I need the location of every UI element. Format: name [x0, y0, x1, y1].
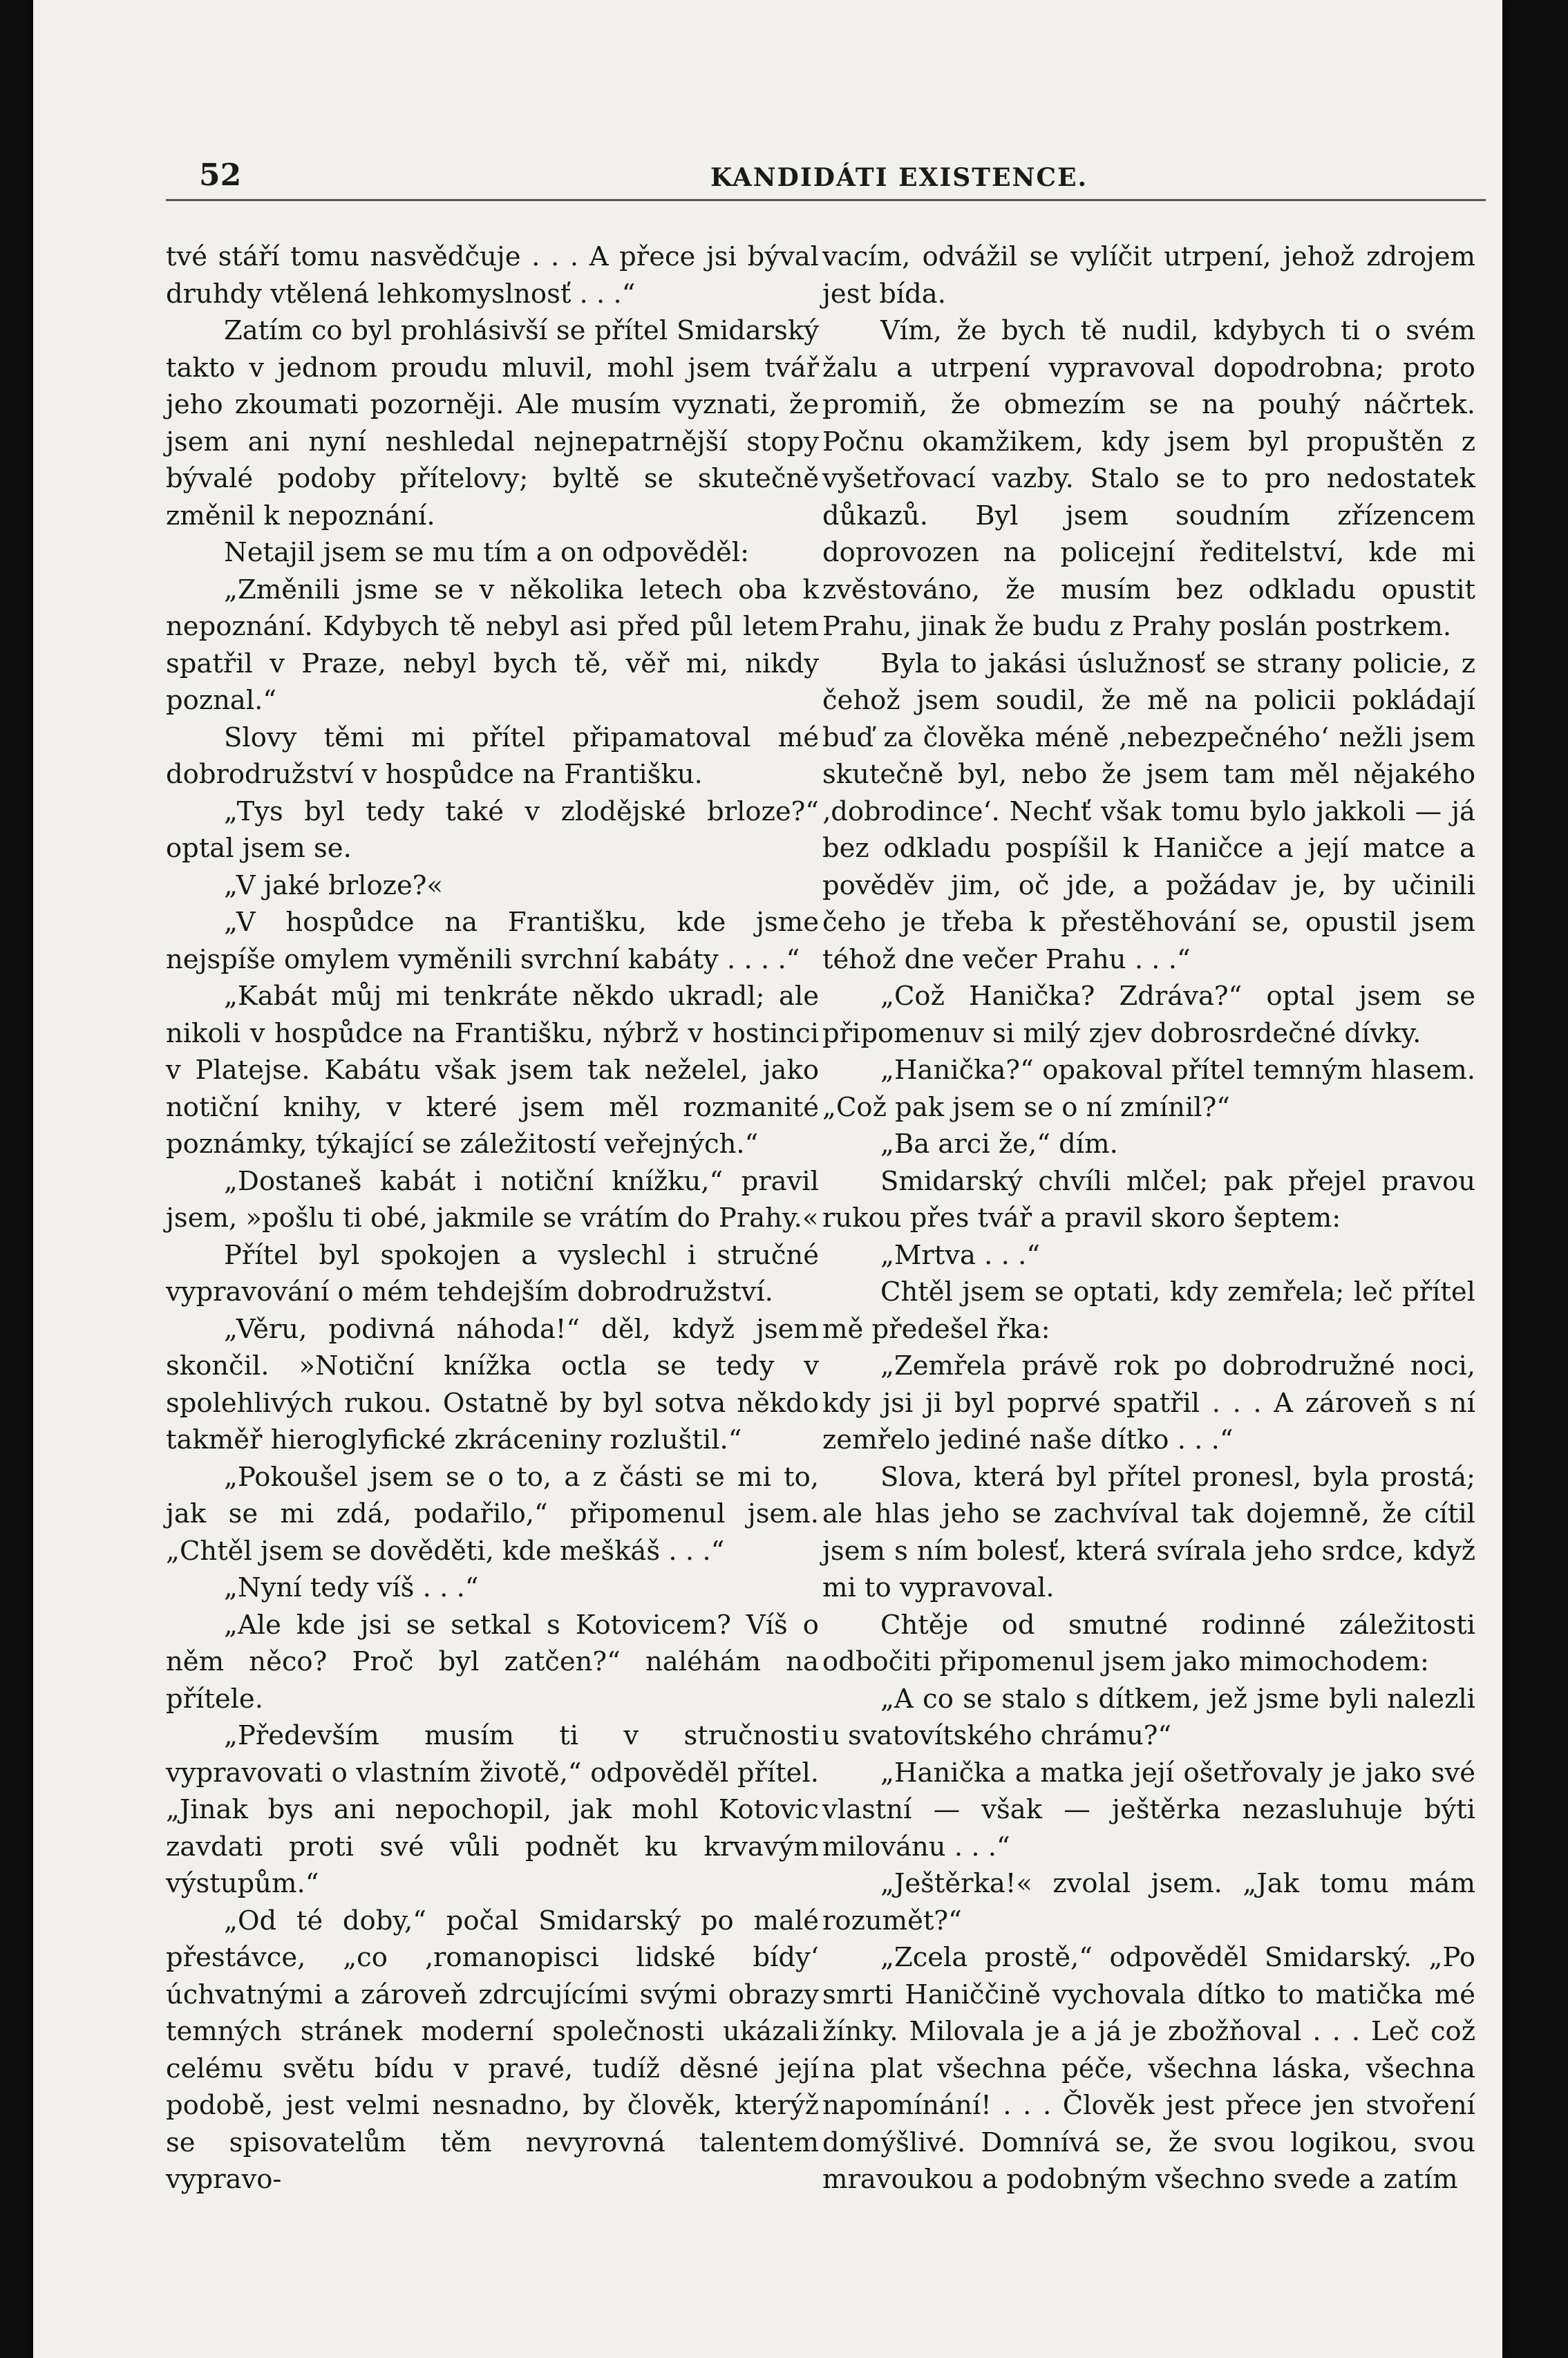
paragraph: Chtěje od smutné rodinné záležitosti odbočiti připomenul jsem jako mimochodem: — [822, 1609, 1475, 1677]
paragraph: „Ještěrka!« zvolal jsem. „Jak tomu mám rozumět?“ — [822, 1868, 1475, 1936]
paragraph: „Pokoušel jsem se o to, a z části se mi to, jak se mi zdá, podařilo,“ připomenul jsem. „Chtěl jsem se dověděti, kde meškáš . . .“ — [166, 1461, 819, 1567]
paragraph: Slovy těmi mi přítel připamatoval mé dobrodružství v hospůdce na Františku. — [166, 721, 819, 790]
paragraph: „V jaké brloze?« — [224, 869, 443, 901]
paragraph: „Zemřela právě rok po dobrodružné noci, kdy jsi ji byl poprvé spatřil . . . A zároveň s ní zemřelo jediné naše dítko . . .“ — [822, 1350, 1475, 1455]
paragraph: „Tys byl tedy také v zlodějské brloze?“ optal jsem se. — [166, 795, 819, 864]
paragraph: „Zcela prostě,“ odpověděl Smidarský. „Po smrti Haniččině vychovala dítko to matička mé žínky. Milovala je a já je zbožňoval . . . Leč což na plat všechna péče, všechna láska, všechna napomínání! . . . Člověk jest přece jen stvoření domýšlivé. Domnívá se, že svou logikou, svou mravoukou a podobným všechno svede a zatím — [822, 1942, 1475, 2195]
paragraph: „Od té doby,“ počal Smidarský po malé přestávce, „co ‚romanopisci lidské bídy‘ úchvatnými a zároveň zdrcujícími svými obrazy temných stránek moderní společnosti ukázali celému světu bídu v pravé, tudíž děsné její podobě, jest velmi nesnadno, by člověk, kterýž se spisovatelům těm nevyrovná talentem vypravo- — [166, 1905, 819, 2195]
paragraph: vacím, odvážil se vylíčit utrpení, jehož zdrojem jest bída. — [822, 241, 1475, 310]
header-rule — [166, 199, 1486, 201]
page-number: 52 — [199, 158, 242, 193]
paragraph: „Dostaneš kabát i notiční knížku,“ pravil jsem, »pošlu ti obé, jakmile se vrátím do Prahy.« — [166, 1165, 819, 1234]
paragraph: Přítel byl spokojen a vyslechl i stručné vypravování o mém tehdejším dobrodružství. — [166, 1239, 819, 1308]
paragraph: Netajil jsem se mu tím a on odpověděl: — [224, 537, 750, 568]
page-header — [199, 158, 1519, 199]
paragraph: „Nyní tedy víš . . .“ — [224, 1572, 479, 1603]
paragraph: „Především musím ti v stručnosti vypravovati o vlastním životě,“ odpověděl přítel. „Jinak bys ani nepochopil, jak mohl Kotovic zavdati proti své vůli podnět ku krvavým výstupům.“ — [166, 1720, 819, 1899]
running-title: KANDIDÁTI EXISTENCE. — [710, 163, 1088, 192]
paragraph: „V hospůdce na Františku, kde jsme nejspíše omylem vyměnili svrchní kabáty . . . .“ — [166, 907, 819, 975]
paragraph: Byla to jakási úslužnosť se strany policie, z čehož jsem soudil, že mě na policii pokládají buď za člověka méně ‚nebezpečného‘ nežli jsem skutečně byl, nebo že jsem tam měl nějakého ‚dobrodince‘. Nechť však tomu bylo jakkoli — já bez odkladu pospíšil k Haničce a její matce a pověděv jim, oč jde, a požádav je, by učinili čeho je třeba k přestěhování se, opustil jsem téhož dne večer Prahu . . .“ — [822, 648, 1475, 975]
paragraph: Zatím co byl prohlásivší se přítel Smidarský takto v jednom proudu mluvil, mohl jsem tvář jeho zkoumati pozorněji. Ale musím vyznati, že jsem ani nyní neshledal nejnepatrnější stopy bývalé podoby přítelovy; byltě se skutečně změnil k nepoznání. — [166, 315, 819, 531]
right-column — [822, 238, 1475, 2198]
paragraph: Chtěl jsem se optati, kdy zemřela; leč přítel mě předešel řka: — [822, 1276, 1475, 1345]
paragraph: „Ale kde jsi se setkal s Kotovicem? Víš o něm něco? Proč byl zatčen?“ naléhám na přítele. — [166, 1609, 819, 1715]
paragraph: „Kabát můj mi tenkráte někdo ukradl; ale nikoli v hospůdce na Františku, nýbrž v hostinci v Platejse. Kabátu však jsem tak neželel, jako notiční knihy, v které jsem měl rozmanité poznámky, týkající se záležitostí veřejných.“ — [166, 981, 819, 1160]
paragraph: tvé stáří tomu nasvědčuje . . . A přece jsi býval druhdy vtělená lehkomyslnosť . . .“ — [166, 241, 819, 310]
left-column — [166, 238, 819, 2198]
paragraph: „Mrtva . . .“ — [880, 1239, 1041, 1271]
paragraph: „A co se stalo s dítkem, jež jsme byli nalezli u svatovítského chrámu?“ — [822, 1683, 1475, 1751]
paragraph: „Hanička?“ opakoval přítel temným hlasem. „Což pak jsem se o ní zmínil?“ — [822, 1055, 1475, 1123]
paragraph: Vím, že bych tě nudil, kdybych ti o svém žalu a utrpení vypravoval dopodrobna; proto promiň, že obmezím se na pouhý náčrtek. Počnu okamžikem, kdy jsem byl propuštěn z vyšetřovací vazby. Stalo se to pro nedostatek důkazů. Byl jsem soudním zřízencem doprovozen na policejní ředitelství, kde mi zvěstováno, že musím bez odkladu opustit Prahu, jinak že budu z Prahy poslán postrkem. — [822, 315, 1475, 642]
paragraph: Slova, která byl přítel pronesl, byla prostá; ale hlas jeho se zachvíval tak dojemně, že cítil jsem s ním bolesť, která svírala jeho srdce, když mi to vypravoval. — [822, 1461, 1475, 1603]
paragraph: „Ba arci že,“ dím. — [880, 1129, 1118, 1160]
paragraph: „Hanička a matka její ošetřovaly je jako své vlastní — však — ještěrka nezasluhuje býti milovánu . . .“ — [822, 1757, 1475, 1862]
paragraph: „Věru, podivná náhoda!“ děl, když jsem skončil. »Notiční knížka octla se tedy v spolehlivých rukou. Ostatně by byl sotva někdo takměř hieroglyfické zkráceniny rozluštil.“ — [166, 1313, 819, 1455]
paragraph: „Což Hanička? Zdráva?“ optal jsem se připomenuv si milý zjev dobrosrdečné dívky. — [822, 981, 1475, 1049]
paragraph: Smidarský chvíli mlčel; pak přejel pravou rukou přes tvář a pravil skoro šeptem: — [822, 1165, 1475, 1234]
paragraph: „Změnili jsme se v několika letech oba k nepoznání. Kdybych tě nebyl asi před půl letem spatřil v Praze, nebyl bych tě, věř mi, nikdy poznal.“ — [166, 574, 819, 716]
